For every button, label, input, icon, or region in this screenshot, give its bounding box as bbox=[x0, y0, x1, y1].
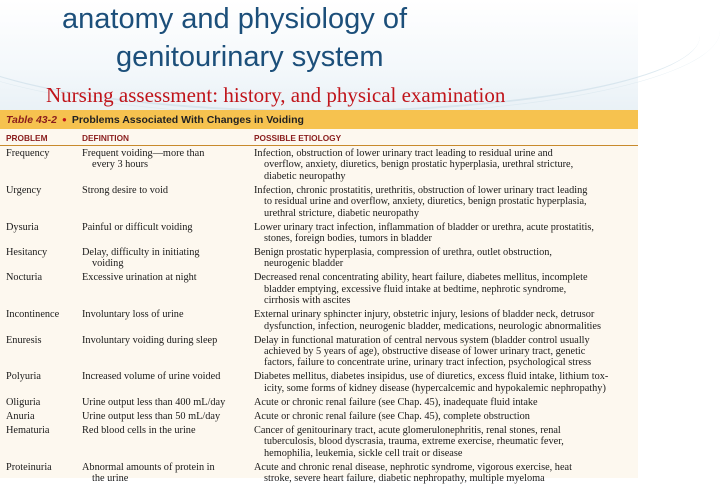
cell-problem: Incontinence bbox=[6, 309, 60, 321]
cell-definition-line: Urine output less than 400 mL/day bbox=[82, 396, 226, 408]
slide-title-line1: anatomy and physiology of bbox=[62, 3, 407, 35]
voiding-problems-table bbox=[0, 110, 638, 484]
table-title: Problems Associated With Changes in Voiding bbox=[71, 113, 304, 126]
cell-problem: Anuria bbox=[6, 410, 35, 422]
cell-etiology-line: diabetic neuropathy bbox=[264, 170, 346, 182]
cell-definition bbox=[82, 371, 248, 382]
table-row bbox=[0, 371, 638, 396]
cell-definition bbox=[82, 462, 248, 485]
cell-etiology-line: neurogenic bladder bbox=[264, 258, 344, 270]
cell-problem: Polyuria bbox=[6, 371, 41, 383]
cell-definition bbox=[82, 148, 248, 171]
cell-etiology-line: Diabetes mellitus, diabetes insipidus, use of diuretics, excess fluid intake, lithium tox- bbox=[254, 371, 609, 383]
cell-definition bbox=[82, 425, 248, 436]
cell-definition-line: Delay, difficulty in initiating bbox=[82, 246, 200, 258]
cell-definition-line: Frequent voiding—more than bbox=[82, 148, 205, 159]
cell-definition bbox=[82, 185, 248, 196]
cell-definition-line: Increased volume of urine voided bbox=[82, 371, 221, 383]
cell-etiology-line: Infection, obstruction of lower urinary tract leading to residual urine and bbox=[254, 148, 553, 159]
cell-etiology-line: Delay in functional maturation of central nervous system (bladder control usually bbox=[254, 334, 590, 346]
cell-definition-line: Involuntary voiding during sleep bbox=[82, 334, 218, 346]
cell-etiology bbox=[254, 222, 634, 245]
cell-etiology bbox=[254, 309, 634, 332]
cell-problem: Nocturia bbox=[6, 272, 43, 284]
table-caption bbox=[0, 110, 638, 129]
cell-etiology-line: icity, some forms of kidney disease (hypercalcemic and hypokalemic nephropathy) bbox=[264, 382, 606, 394]
cell-etiology bbox=[254, 425, 634, 459]
bullet-icon: ● bbox=[61, 115, 67, 124]
cell-definition-line: Painful or difficult voiding bbox=[82, 221, 193, 233]
cell-problem: Dysuria bbox=[6, 221, 39, 233]
cell-problem: Oliguria bbox=[6, 396, 41, 408]
table-body bbox=[0, 148, 638, 487]
cell-etiology-line: Benign prostatic hyperplasia, compression of urethra, outlet obstruction, bbox=[254, 246, 552, 258]
cell-etiology bbox=[254, 335, 634, 369]
cell-etiology bbox=[254, 272, 634, 306]
cell-definition-line: Urine output less than 50 mL/day bbox=[82, 410, 221, 422]
table-row bbox=[0, 411, 638, 425]
cell-etiology-line: overflow, anxiety, diuretics, benign prostatic hyperplasia, urethral stricture, bbox=[264, 159, 574, 171]
cell-etiology-line: achieved by 5 years of age), obstructive disease of lower urinary tract, genetic bbox=[264, 345, 586, 357]
cell-etiology-line: bladder emptying, excessive fluid intake at bedtime, nephrotic syndrome, bbox=[264, 283, 567, 295]
cell-definition bbox=[82, 335, 248, 346]
cell-definition-line: voiding bbox=[92, 258, 124, 270]
cell-etiology-line: Acute or chronic renal failure (see Chap. 45), inadequate fluid intake bbox=[254, 396, 538, 408]
cell-etiology-line: stones, foreign bodies, tumors in bladder bbox=[264, 233, 432, 244]
cell-definition-line: Red blood cells in the urine bbox=[82, 424, 196, 436]
cell-etiology-line: dysfunction, infection, neurogenic bladder, medications, neurologic abnormalities bbox=[264, 320, 601, 332]
cell-etiology-line: to residual urine and overflow, anxiety, diuretics, benign prostatic hyperplasia, bbox=[264, 196, 587, 208]
cell-definition-line: Strong desire to void bbox=[82, 184, 169, 196]
cell-definition bbox=[82, 309, 248, 320]
cell-definition bbox=[82, 247, 248, 270]
table-row bbox=[0, 185, 638, 222]
cell-etiology-line: tuberculosis, blood dyscrasia, trauma, extreme exercise, rheumatic fever, bbox=[264, 436, 564, 448]
table-row bbox=[0, 272, 638, 309]
column-header-problem: PROBLEM bbox=[6, 133, 48, 143]
cell-definition-line: every 3 hours bbox=[92, 159, 149, 171]
cell-etiology-line: stroke, severe heart failure, diabetic nephropathy, multiple myeloma bbox=[264, 472, 545, 484]
cell-problem: Urgency bbox=[6, 184, 42, 196]
cell-definition bbox=[82, 272, 248, 283]
table-row bbox=[0, 462, 638, 487]
cell-etiology-line: Infection, chronic prostatitis, urethritis, obstruction of lower urinary tract leading bbox=[254, 184, 588, 196]
cell-problem: Hesitancy bbox=[6, 246, 48, 258]
cell-etiology bbox=[254, 462, 634, 485]
column-header-definition: DEFINITION bbox=[82, 133, 130, 143]
cell-etiology-line: factors, failure to concentrate urine, urinary tract infection, psychological stress bbox=[264, 357, 592, 369]
cell-definition-line: Excessive urination at night bbox=[82, 272, 197, 284]
table-row bbox=[0, 247, 638, 272]
cell-problem: Hematuria bbox=[6, 424, 50, 436]
table-row bbox=[0, 222, 638, 247]
cell-definition bbox=[82, 222, 248, 233]
column-header-etiology: POSSIBLE ETIOLOGY bbox=[254, 133, 342, 143]
table-number: Table 43-2 bbox=[6, 113, 57, 126]
table-row bbox=[0, 397, 638, 411]
cell-etiology-line: urethral stricture, diabetic neuropathy bbox=[264, 207, 419, 219]
cell-etiology bbox=[254, 411, 634, 422]
cell-definition-line: the urine bbox=[92, 472, 129, 484]
cell-etiology bbox=[254, 371, 634, 394]
cell-etiology-line: Decreased renal concentrating ability, heart failure, diabetes mellitus, incomplete bbox=[254, 272, 588, 284]
table-row bbox=[0, 425, 638, 462]
cell-etiology-line: cirrhosis with ascites bbox=[264, 295, 351, 307]
cell-etiology bbox=[254, 397, 634, 408]
cell-definition bbox=[82, 397, 248, 408]
cell-definition-line: Involuntary loss of urine bbox=[82, 309, 184, 321]
slide-subtitle: Nursing assessment: history, and physical examination bbox=[46, 83, 506, 107]
cell-etiology-line: hemophilia, leukemia, sickle cell trait or disease bbox=[264, 447, 463, 459]
cell-etiology-line: Acute and chronic renal disease, nephrotic syndrome, vigorous exercise, heat bbox=[254, 461, 572, 473]
table-row bbox=[0, 309, 638, 334]
cell-etiology-line: Lower urinary tract infection, inflammation of bladder or urethra, acute prostatitis, bbox=[254, 221, 594, 233]
cell-etiology-line: Acute or chronic renal failure (see Chap. 45), complete obstruction bbox=[254, 410, 530, 422]
table-row bbox=[0, 335, 638, 372]
table-header-row bbox=[0, 131, 638, 146]
cell-etiology bbox=[254, 148, 634, 182]
cell-etiology bbox=[254, 247, 634, 270]
slide-title-line2: genitourinary system bbox=[116, 41, 384, 73]
cell-etiology bbox=[254, 185, 634, 219]
cell-etiology-line: External urinary sphincter injury, obstetric injury, lesions of bladder neck, detrusor bbox=[254, 309, 595, 321]
table-row bbox=[0, 148, 638, 185]
cell-problem: Frequency bbox=[6, 148, 50, 159]
cell-problem: Proteinuria bbox=[6, 461, 52, 473]
cell-definition bbox=[82, 411, 248, 422]
cell-problem: Enuresis bbox=[6, 334, 42, 346]
cell-etiology-line: Cancer of genitourinary tract, acute glomerulonephritis, renal stones, renal bbox=[254, 424, 561, 436]
cell-definition-line: Abnormal amounts of protein in bbox=[82, 461, 215, 473]
